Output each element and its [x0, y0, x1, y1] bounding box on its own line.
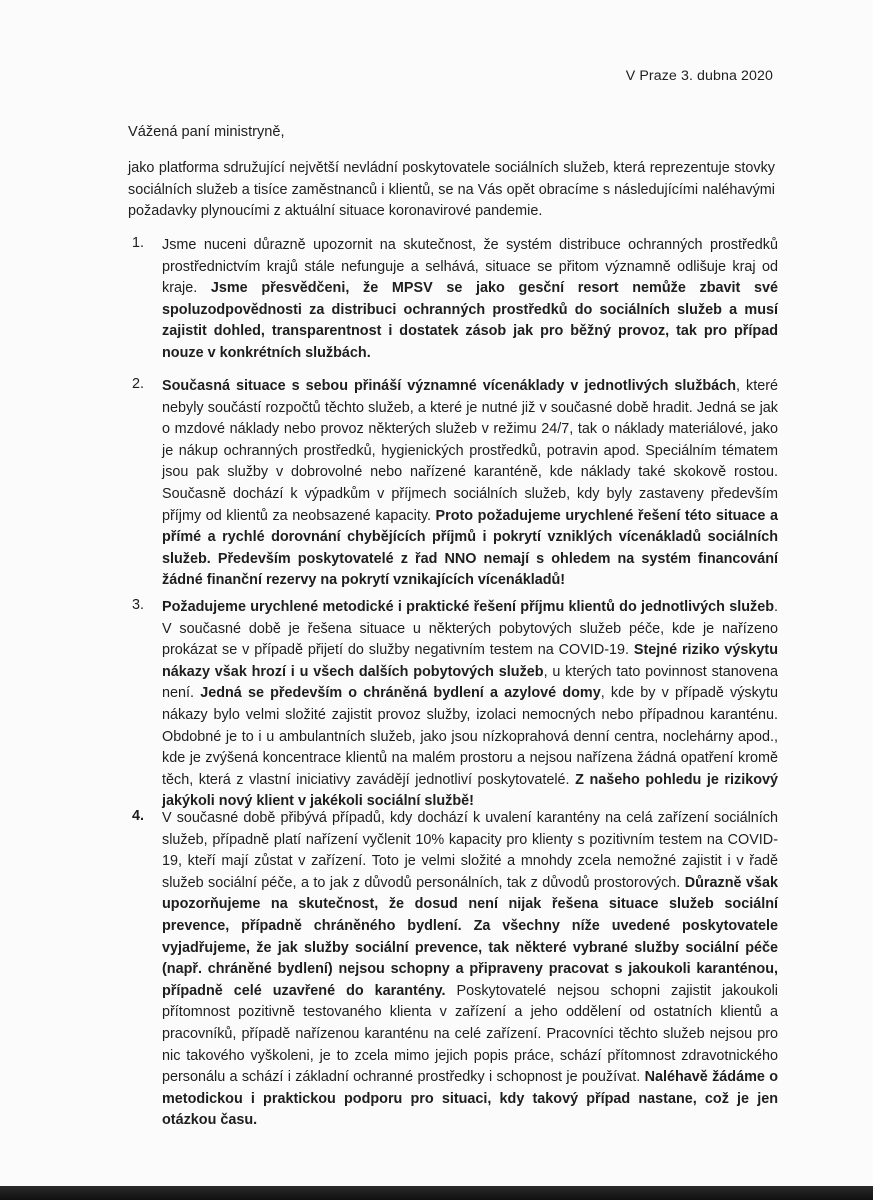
- item-text-bold: Z našeho pohledu je rizikový jakýkoli nový klient v jakékoli sociální službě!: [162, 771, 779, 810]
- salutation: Vážená paní ministryně,: [128, 124, 285, 140]
- demand-item-1: [128, 235, 778, 365]
- intro-paragraph: jako platforma sdružující největší nevládní poskytovatele sociálních služeb, která reprezentuje stovky sociálních služeb a tisíce zaměstnanců i klientů, se na Vás opět obracíme s následujícími naléhavými požadavky plynoucími z aktuální situace koronavirové pandemie.: [128, 160, 775, 220]
- item-number: 1.: [132, 235, 145, 251]
- item-text-regular: Jsme nuceni důrazně upozornit na skutečnost, že systém distribuce ochranných prostředků prostřednictvím krajů stále nefunguje a selhává, situace se přitom významně odlišuje kraj od kraje.: [162, 237, 778, 297]
- item-text: [162, 376, 778, 592]
- item-text-bold: Stejné riziko výskytu nákazy však hrozí i u všech dalších pobytových služeb: [162, 642, 778, 680]
- item-text-regular: V současné době přibývá případů, kdy dochází k uvalení karantény na celá zařízení sociálních služeb, případně platí nařízení vyčlenit 10% kapacity pro klienty s pozitivním testem na COVID-19, kteří mají zůstat v zařízení. Toto je velmi složité a mnohdy zcela nemožné zajistit i v řadě služeb sociální péče, a to jak z důvodů personálních, tak z důvodů prostorových.: [162, 810, 778, 891]
- item-text-bold: Naléhavě žádáme o metodickou i praktickou podporu pro situaci, kdy takový případ nastane, což je jen otázkou času.: [162, 1069, 778, 1129]
- item-text-bold: Důrazně však upozorňujeme na skutečnost, že dosud není nijak řešena situace služeb sociální prevence, případně chráněného bydlení. Za všechny níže uvedené poskytovatele vyjadřujeme, že jak služby sociální prevence, tak některé vybrané služby sociální péče (např. chráněné bydlení) nejsou schopny a připraveny pracovat s jakoukoli karanténou, případně celé uzavřené do karantény.: [162, 874, 778, 999]
- demand-item-4: [128, 808, 778, 1132]
- item-text-bold: Současná situace s sebou přináší významné vícenáklady v jednotlivých službách: [162, 378, 736, 394]
- item-text: [162, 597, 778, 813]
- letter-date: V Praze 3. dubna 2020: [625, 68, 773, 84]
- item-text-regular: . V současné době je řešena situace u některých pobytových služeb péče, kde je nařízeno prokázat se v případě přijetí do služby negativním testem na COVID-19.: [162, 599, 778, 659]
- item-text-regular: , kde by v případě výskytu nákazy bylo velmi složité zajistit provoz služby, izolaci nemocných nebo případnou karanténu. Obdobné je to i u ambulantních služeb, jako jsou nízkoprahová denní centra, noclehárny apod., kde je zvýšená koncentrace klientů na malém prostoru a nejsou nařízena žádná opatření kromě těch, která z vlastní iniciativy zavádějí jednotliví poskytovatelé.: [162, 685, 778, 788]
- item-text: [162, 808, 778, 1132]
- demand-item-3: [128, 597, 778, 813]
- item-number: 2.: [132, 376, 145, 392]
- item-text-bold: Jsme přesvědčeni, že MPSV se jako gesční resort nemůže zbavit své spoluzodpovědnosti za distribuci ochranných prostředků do sociálních služeb a musí zajistit dohled, transparentnost i dostatek zásob jak pro běžný provoz, tak pro případ nouze v konkrétních službách.: [162, 280, 778, 361]
- scan-bottom-edge: [0, 1186, 873, 1200]
- item-text-bold: Požadujeme urychlené metodické i praktické řešení příjmu klientů do jednotlivých služeb: [162, 599, 774, 615]
- item-text-bold: Proto požadujeme urychlené řešení této situace a přímé a rychlé dorovnání chybějících příjmů i pokrytí vzniklých vícenákladů sociálních služeb. Především poskytovatelé z řad NNO nemají s ohledem na systém financování žádné finanční rezervy na pokrytí vznikajících vícenákladů!: [162, 507, 778, 589]
- item-text-bold: Jedná se především o chráněná bydlení a azylové domy: [200, 685, 601, 702]
- item-text-regular: Poskytovatelé nejsou schopni zajistit jakoukoli přítomnost pozitivně testovaného klienta v zařízení a jeho oddělení od ostatních klientů a pracovníků, případě nařízenou karanténu na celé zařízení. Pracovníci těchto služeb nejsou pro nic takového vyškoleni, je to zcela mimo jejich popis práce, schází přítomnost zdravotnického personálu a schází i základní ochranné prostředky i schopnost je používat.: [162, 982, 778, 1086]
- item-text-regular: , u kterých tato povinnost stanovena není.: [162, 663, 778, 702]
- demand-item-2: [128, 376, 778, 592]
- item-text-regular: , které nebyly součástí rozpočtů těchto služeb, a které je nutné již v současné době hradit. Jedná se jak o mzdové náklady nebo provoz některých služeb v režimu 24/7, tak o náklady materiálové, jako je nákup ochranných prostředků, hygienických prostředků, potravin apod. Speciálním tématem jsou pak služby v dobrovolné nebo nařízené karanténě, kde náklady také skokově rostou. Současně dochází k výpadkům v příjmech sociálních služeb, kdy byly zastaveny především příjmy od klientů za neobsazené kapacity.: [162, 378, 778, 524]
- item-number: 3.: [132, 597, 145, 613]
- item-number: 4.: [132, 808, 145, 824]
- item-text: [162, 235, 778, 365]
